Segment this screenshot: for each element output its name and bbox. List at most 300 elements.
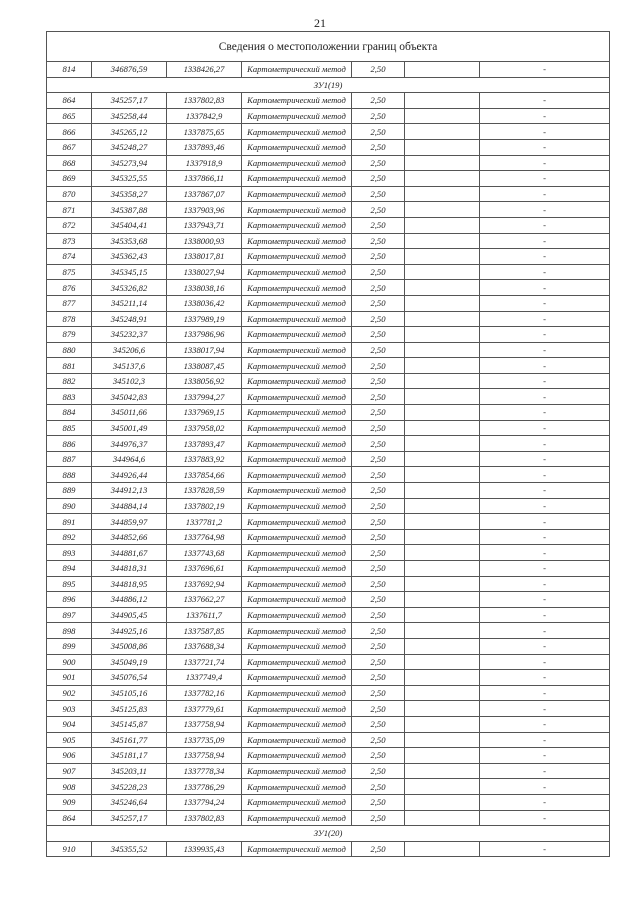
empty-cell (405, 389, 480, 405)
table-row (47, 124, 610, 140)
table-row (47, 202, 610, 218)
table-row (47, 108, 610, 124)
y-coordinate-cell: 1337854,66 (167, 467, 242, 483)
dash-cell: - (480, 295, 610, 311)
point-number-cell: 880 (47, 342, 92, 358)
x-coordinate-cell: 344905,45 (92, 607, 167, 623)
empty-cell (405, 623, 480, 639)
point-number-cell: 871 (47, 202, 92, 218)
point-number-cell: 865 (47, 108, 92, 124)
precision-cell: 2,50 (352, 810, 405, 826)
precision-cell: 2,50 (352, 249, 405, 265)
point-number-cell: 866 (47, 124, 92, 140)
y-coordinate-cell: 1337875,65 (167, 124, 242, 140)
y-coordinate-cell: 1338027,94 (167, 264, 242, 280)
table-row (47, 763, 610, 779)
table-row (47, 716, 610, 732)
table-row (47, 748, 610, 764)
point-number-cell: 905 (47, 732, 92, 748)
precision-cell: 2,50 (352, 841, 405, 857)
empty-cell (405, 748, 480, 764)
precision-cell: 2,50 (352, 233, 405, 249)
precision-cell: 2,50 (352, 638, 405, 654)
x-coordinate-cell: 344881,67 (92, 545, 167, 561)
empty-cell (405, 592, 480, 608)
table-row (47, 732, 610, 748)
point-number-cell: 878 (47, 311, 92, 327)
point-number-cell: 895 (47, 576, 92, 592)
x-coordinate-cell: 345257,17 (92, 93, 167, 109)
method-cell: Картометрический метод (242, 498, 352, 514)
precision-cell: 2,50 (352, 701, 405, 717)
empty-cell (405, 841, 480, 857)
y-coordinate-cell: 1339935,43 (167, 841, 242, 857)
method-cell: Картометрический метод (242, 217, 352, 233)
point-number-cell: 906 (47, 748, 92, 764)
table-row (47, 529, 610, 545)
table-body (47, 32, 610, 857)
empty-cell (405, 186, 480, 202)
method-cell: Картометрический метод (242, 592, 352, 608)
y-coordinate-cell: 1337883,92 (167, 451, 242, 467)
y-coordinate-cell: 1337943,71 (167, 217, 242, 233)
section-label: ЗУ1(20) (47, 826, 610, 842)
method-cell: Картометрический метод (242, 420, 352, 436)
y-coordinate-cell: 1337692,94 (167, 576, 242, 592)
precision-cell: 2,50 (352, 732, 405, 748)
x-coordinate-cell: 345228,23 (92, 779, 167, 795)
table-row (47, 638, 610, 654)
x-coordinate-cell: 344976,37 (92, 436, 167, 452)
x-coordinate-cell: 345358,27 (92, 186, 167, 202)
precision-cell: 2,50 (352, 280, 405, 296)
point-number-cell: 875 (47, 264, 92, 280)
point-number-cell: 891 (47, 514, 92, 530)
precision-cell: 2,50 (352, 654, 405, 670)
table-row (47, 171, 610, 187)
precision-cell: 2,50 (352, 124, 405, 140)
x-coordinate-cell: 344964,6 (92, 451, 167, 467)
method-cell: Картометрический метод (242, 716, 352, 732)
y-coordinate-cell: 1337721,74 (167, 654, 242, 670)
method-cell: Картометрический метод (242, 654, 352, 670)
empty-cell (405, 249, 480, 265)
boundary-table (46, 31, 610, 857)
point-number-cell: 864 (47, 810, 92, 826)
y-coordinate-cell: 1337989,19 (167, 311, 242, 327)
method-cell: Картометрический метод (242, 389, 352, 405)
x-coordinate-cell: 345355,52 (92, 841, 167, 857)
dash-cell: - (480, 763, 610, 779)
x-coordinate-cell: 345273,94 (92, 155, 167, 171)
y-coordinate-cell: 1337918,9 (167, 155, 242, 171)
dash-cell: - (480, 217, 610, 233)
table-row (47, 794, 610, 810)
x-coordinate-cell: 345137,6 (92, 358, 167, 374)
dash-cell: - (480, 93, 610, 109)
y-coordinate-cell: 1337969,15 (167, 405, 242, 421)
x-coordinate-cell: 345145,87 (92, 716, 167, 732)
empty-cell (405, 233, 480, 249)
precision-cell: 2,50 (352, 794, 405, 810)
table-row (47, 62, 610, 78)
y-coordinate-cell: 1337781,2 (167, 514, 242, 530)
empty-cell (405, 701, 480, 717)
method-cell: Картометрический метод (242, 483, 352, 499)
table-row (47, 607, 610, 623)
method-cell: Картометрический метод (242, 670, 352, 686)
point-number-cell: 886 (47, 436, 92, 452)
table-row (47, 233, 610, 249)
point-number-cell: 814 (47, 62, 92, 78)
empty-cell (405, 171, 480, 187)
method-cell: Картометрический метод (242, 171, 352, 187)
y-coordinate-cell: 1337758,94 (167, 748, 242, 764)
empty-cell (405, 483, 480, 499)
method-cell: Картометрический метод (242, 186, 352, 202)
point-number-cell: 903 (47, 701, 92, 717)
dash-cell: - (480, 202, 610, 218)
point-number-cell: 867 (47, 139, 92, 155)
point-number-cell: 902 (47, 685, 92, 701)
empty-cell (405, 654, 480, 670)
method-cell: Картометрический метод (242, 638, 352, 654)
page-number: 21 (314, 16, 326, 30)
table-row (47, 186, 610, 202)
method-cell: Картометрический метод (242, 732, 352, 748)
x-coordinate-cell: 345206,6 (92, 342, 167, 358)
method-cell: Картометрический метод (242, 124, 352, 140)
point-number-cell: 874 (47, 249, 92, 265)
y-coordinate-cell: 1337735,09 (167, 732, 242, 748)
dash-cell: - (480, 810, 610, 826)
dash-cell: - (480, 264, 610, 280)
empty-cell (405, 327, 480, 343)
point-number-cell: 898 (47, 623, 92, 639)
table-row (47, 155, 610, 171)
empty-cell (405, 124, 480, 140)
x-coordinate-cell: 345325,55 (92, 171, 167, 187)
empty-cell (405, 529, 480, 545)
empty-cell (405, 545, 480, 561)
precision-cell: 2,50 (352, 607, 405, 623)
empty-cell (405, 514, 480, 530)
dash-cell: - (480, 249, 610, 265)
empty-cell (405, 794, 480, 810)
y-coordinate-cell: 1338087,45 (167, 358, 242, 374)
point-number-cell: 893 (47, 545, 92, 561)
method-cell: Картометрический метод (242, 810, 352, 826)
precision-cell: 2,50 (352, 327, 405, 343)
method-cell: Картометрический метод (242, 358, 352, 374)
empty-cell (405, 62, 480, 78)
y-coordinate-cell: 1337696,61 (167, 561, 242, 577)
dash-cell: - (480, 311, 610, 327)
empty-cell (405, 295, 480, 311)
table-row (47, 217, 610, 233)
empty-cell (405, 202, 480, 218)
y-coordinate-cell: 1338017,81 (167, 249, 242, 265)
x-coordinate-cell: 344926,44 (92, 467, 167, 483)
empty-cell (405, 280, 480, 296)
table-row (47, 841, 610, 857)
dash-cell: - (480, 483, 610, 499)
dash-cell: - (480, 592, 610, 608)
empty-cell (405, 451, 480, 467)
dash-cell: - (480, 779, 610, 795)
dash-cell: - (480, 171, 610, 187)
method-cell: Картометрический метод (242, 841, 352, 857)
precision-cell: 2,50 (352, 155, 405, 171)
point-number-cell: 888 (47, 467, 92, 483)
precision-cell: 2,50 (352, 62, 405, 78)
dash-cell: - (480, 327, 610, 343)
precision-cell: 2,50 (352, 498, 405, 514)
x-coordinate-cell: 345181,17 (92, 748, 167, 764)
empty-cell (405, 373, 480, 389)
y-coordinate-cell: 1337958,02 (167, 420, 242, 436)
empty-cell (405, 108, 480, 124)
x-coordinate-cell: 345362,43 (92, 249, 167, 265)
x-coordinate-cell: 344884,14 (92, 498, 167, 514)
empty-cell (405, 576, 480, 592)
y-coordinate-cell: 1337779,61 (167, 701, 242, 717)
dash-cell: - (480, 607, 610, 623)
precision-cell: 2,50 (352, 186, 405, 202)
x-coordinate-cell: 345246,64 (92, 794, 167, 810)
point-number-cell: 868 (47, 155, 92, 171)
dash-cell: - (480, 108, 610, 124)
x-coordinate-cell: 345042,83 (92, 389, 167, 405)
method-cell: Картометрический метод (242, 779, 352, 795)
method-cell: Картометрический метод (242, 561, 352, 577)
table-row (47, 264, 610, 280)
point-number-cell: 873 (47, 233, 92, 249)
x-coordinate-cell: 345248,27 (92, 139, 167, 155)
y-coordinate-cell: 1337893,47 (167, 436, 242, 452)
x-coordinate-cell: 345076,54 (92, 670, 167, 686)
empty-cell (405, 93, 480, 109)
table-row (47, 810, 610, 826)
table-row (47, 576, 610, 592)
dash-cell: - (480, 685, 610, 701)
x-coordinate-cell: 345161,77 (92, 732, 167, 748)
y-coordinate-cell: 1337587,85 (167, 623, 242, 639)
y-coordinate-cell: 1337662,27 (167, 592, 242, 608)
table-row (47, 420, 610, 436)
y-coordinate-cell: 1337802,83 (167, 93, 242, 109)
table-row (47, 467, 610, 483)
x-coordinate-cell: 345049,19 (92, 654, 167, 670)
point-number-cell: 896 (47, 592, 92, 608)
dash-cell: - (480, 561, 610, 577)
y-coordinate-cell: 1337786,29 (167, 779, 242, 795)
dash-cell: - (480, 514, 610, 530)
method-cell: Картометрический метод (242, 685, 352, 701)
dash-cell: - (480, 623, 610, 639)
dash-cell: - (480, 280, 610, 296)
y-coordinate-cell: 1338036,42 (167, 295, 242, 311)
table-row (47, 93, 610, 109)
empty-cell (405, 420, 480, 436)
empty-cell (405, 638, 480, 654)
dash-cell: - (480, 420, 610, 436)
empty-cell (405, 763, 480, 779)
section-label: ЗУ1(19) (47, 77, 610, 93)
precision-cell: 2,50 (352, 358, 405, 374)
x-coordinate-cell: 344925,16 (92, 623, 167, 639)
dash-cell: - (480, 233, 610, 249)
method-cell: Картометрический метод (242, 405, 352, 421)
x-coordinate-cell: 344912,13 (92, 483, 167, 499)
empty-cell (405, 561, 480, 577)
table-row (47, 139, 610, 155)
dash-cell: - (480, 794, 610, 810)
empty-cell (405, 155, 480, 171)
table-row (47, 436, 610, 452)
method-cell: Картометрический метод (242, 233, 352, 249)
precision-cell: 2,50 (352, 202, 405, 218)
table-row (47, 373, 610, 389)
y-coordinate-cell: 1337802,83 (167, 810, 242, 826)
point-number-cell: 877 (47, 295, 92, 311)
y-coordinate-cell: 1337986,96 (167, 327, 242, 343)
dash-cell: - (480, 748, 610, 764)
method-cell: Картометрический метод (242, 280, 352, 296)
point-number-cell: 908 (47, 779, 92, 795)
precision-cell: 2,50 (352, 685, 405, 701)
point-number-cell: 910 (47, 841, 92, 857)
table-row (47, 561, 610, 577)
method-cell: Картометрический метод (242, 794, 352, 810)
table-row (47, 249, 610, 265)
dash-cell: - (480, 155, 610, 171)
table-row (47, 514, 610, 530)
empty-cell (405, 498, 480, 514)
point-number-cell: 885 (47, 420, 92, 436)
dash-cell: - (480, 654, 610, 670)
y-coordinate-cell: 1337828,59 (167, 483, 242, 499)
point-number-cell: 894 (47, 561, 92, 577)
y-coordinate-cell: 1337802,19 (167, 498, 242, 514)
point-number-cell: 904 (47, 716, 92, 732)
y-coordinate-cell: 1337758,94 (167, 716, 242, 732)
method-cell: Картометрический метод (242, 327, 352, 343)
method-cell: Картометрический метод (242, 108, 352, 124)
point-number-cell: 909 (47, 794, 92, 810)
empty-cell (405, 685, 480, 701)
precision-cell: 2,50 (352, 93, 405, 109)
precision-cell: 2,50 (352, 389, 405, 405)
method-cell: Картометрический метод (242, 62, 352, 78)
dash-cell: - (480, 716, 610, 732)
dash-cell: - (480, 467, 610, 483)
precision-cell: 2,50 (352, 451, 405, 467)
point-number-cell: 869 (47, 171, 92, 187)
point-number-cell: 882 (47, 373, 92, 389)
precision-cell: 2,50 (352, 779, 405, 795)
table-row (47, 295, 610, 311)
precision-cell: 2,50 (352, 716, 405, 732)
x-coordinate-cell: 344859,97 (92, 514, 167, 530)
point-number-cell: 864 (47, 93, 92, 109)
table-row (47, 342, 610, 358)
dash-cell: - (480, 529, 610, 545)
x-coordinate-cell: 344818,31 (92, 561, 167, 577)
y-coordinate-cell: 1338426,27 (167, 62, 242, 78)
table-title-row (47, 32, 610, 62)
y-coordinate-cell: 1337794,24 (167, 794, 242, 810)
method-cell: Картометрический метод (242, 623, 352, 639)
point-number-cell: 892 (47, 529, 92, 545)
x-coordinate-cell: 345258,44 (92, 108, 167, 124)
y-coordinate-cell: 1337743,68 (167, 545, 242, 561)
precision-cell: 2,50 (352, 108, 405, 124)
y-coordinate-cell: 1338000,93 (167, 233, 242, 249)
x-coordinate-cell: 345345,15 (92, 264, 167, 280)
point-number-cell: 901 (47, 670, 92, 686)
table-row (47, 280, 610, 296)
empty-cell (405, 732, 480, 748)
x-coordinate-cell: 345125,83 (92, 701, 167, 717)
dash-cell: - (480, 545, 610, 561)
dash-cell: - (480, 342, 610, 358)
table-row (47, 654, 610, 670)
empty-cell (405, 716, 480, 732)
precision-cell: 2,50 (352, 561, 405, 577)
precision-cell: 2,50 (352, 264, 405, 280)
dash-cell: - (480, 841, 610, 857)
empty-cell (405, 670, 480, 686)
table-row (47, 405, 610, 421)
table-row (47, 358, 610, 374)
table-row (47, 623, 610, 639)
method-cell: Картометрический метод (242, 264, 352, 280)
method-cell: Картометрический метод (242, 451, 352, 467)
x-coordinate-cell: 345001,49 (92, 420, 167, 436)
empty-cell (405, 467, 480, 483)
table-row (47, 498, 610, 514)
precision-cell: 2,50 (352, 405, 405, 421)
method-cell: Картометрический метод (242, 748, 352, 764)
method-cell: Картометрический метод (242, 373, 352, 389)
precision-cell: 2,50 (352, 342, 405, 358)
precision-cell: 2,50 (352, 373, 405, 389)
table-row (47, 389, 610, 405)
dash-cell: - (480, 373, 610, 389)
precision-cell: 2,50 (352, 295, 405, 311)
x-coordinate-cell: 344886,12 (92, 592, 167, 608)
x-coordinate-cell: 345011,66 (92, 405, 167, 421)
y-coordinate-cell: 1337778,34 (167, 763, 242, 779)
x-coordinate-cell: 345404,41 (92, 217, 167, 233)
empty-cell (405, 342, 480, 358)
dash-cell: - (480, 405, 610, 421)
dash-cell: - (480, 139, 610, 155)
section-row (47, 826, 610, 842)
method-cell: Картометрический метод (242, 93, 352, 109)
table-row (47, 685, 610, 701)
y-coordinate-cell: 1337903,96 (167, 202, 242, 218)
precision-cell: 2,50 (352, 514, 405, 530)
method-cell: Картометрический метод (242, 295, 352, 311)
dash-cell: - (480, 186, 610, 202)
empty-cell (405, 405, 480, 421)
y-coordinate-cell: 1338017,94 (167, 342, 242, 358)
point-number-cell: 872 (47, 217, 92, 233)
y-coordinate-cell: 1338056,92 (167, 373, 242, 389)
dash-cell: - (480, 732, 610, 748)
